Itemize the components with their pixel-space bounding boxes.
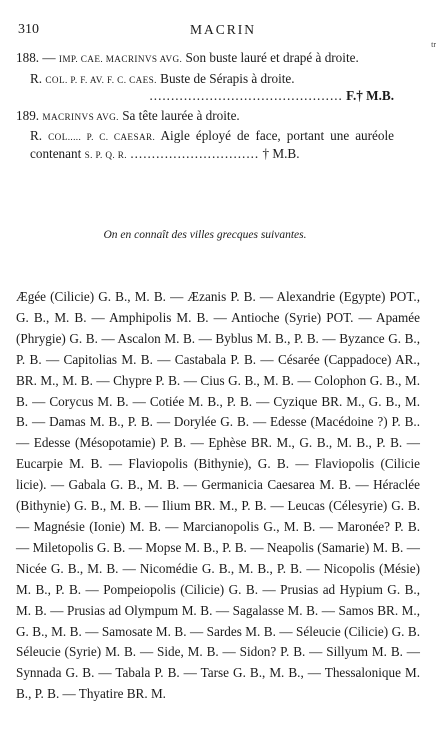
rarity-mark: † M.B. bbox=[262, 145, 300, 161]
obverse-description: Sa tête laurée à droite. bbox=[122, 107, 240, 123]
coin-entries bbox=[16, 50, 394, 167]
reverse-description: Buste de Sérapis à droite. bbox=[160, 70, 295, 86]
coin-188-obverse: 188. — IMP. CAE. MACRINVS AVG. Son buste lauré et drapé à droite. bbox=[16, 50, 359, 65]
page-number: 310 bbox=[18, 22, 39, 37]
rarity-mark: F.† M.B. bbox=[346, 88, 394, 104]
reverse-legend: COL. P. F. AV. F. C. CAES. bbox=[45, 74, 157, 85]
reverse-mark: R. bbox=[30, 128, 43, 144]
reverse-mark: R. bbox=[30, 70, 43, 86]
coin-number: 188. bbox=[16, 50, 40, 65]
coin-188-reverse: R. COL. P. F. AV. F. C. CAES. Buste de Sérapis à droite. ............................................. F.† M.B. bbox=[30, 70, 394, 104]
coin-189-reverse: R. COL..... P. C. CAESAR. Aigle éployé de face, portant une auréole contenant S. P. Q. R. .............................. † M.B. bbox=[30, 128, 395, 161]
section-note: On en connaît des villes grecques suivantes. bbox=[103, 229, 307, 241]
coin-189-obverse bbox=[16, 108, 394, 126]
reverse-legend: COL..... P. C. CAESAR. bbox=[48, 132, 156, 143]
page-header bbox=[18, 22, 436, 49]
cities-list bbox=[16, 287, 420, 705]
running-head: MACRIN bbox=[189, 22, 256, 37]
reverse-legend-2: S. P. Q. R. bbox=[84, 149, 128, 160]
obverse-legend: MACRINVS AVG. bbox=[42, 111, 119, 122]
reverse-description: Aigle éployé de face, portant une auréole contenant bbox=[30, 128, 395, 161]
margin-mark: tr bbox=[431, 40, 436, 49]
coin-number: 189. bbox=[16, 107, 40, 123]
cities-paragraph: Ægée (Cilicie) G. B., M. B. — Æzanis P. B. — Alexandrie (Egypte) POT., G. B., M. B. — Amphipolis M. B. — Antioche (Syrie) POT. — Apamée (Phrygie) G. B. — Ascalon M. B. — Byblus M. B., P. B. — Byzance G. B., P. B. — Capitolias M. B. — Castabala P. B. — Césarée (Cappadoce) AR., BR. M., M. B. — Chypre P. B. — Cius G. B., M. B. — Colophon G. B., M. B. — Corycus M. B. — Cotiée M. B., P. B. — Cyzique BR. M., G. B., M. B. — Damas M. B., P. B. — Dorylée G. B. — Edesse (Macédoine ?) P. B.. — Edesse (Mésopotamie) P. B. — Ephèse BR. M., G. B., M. B., P. B. — Eucarpie M. B. — Flaviopolis (Bithynie), G. B. — Flaviopolis (Cilicie licie). — Gabala G. B., M. B. — Germanicia Caesarea M. B. — Héraclée (Bithynie) G. B., M. B. — Ilium BR. M., P. B. — Leucas (Célesyrie) G. B. — Magnésie (Ionie) M. B. — Marcianopolis G., M. B. — Maronée? P. B. — Miletopolis G. B. — Mopse M. B., P. B. — Neapolis (Samarie) M. B. — Nicée G. B., M. B. — Nicomédie G. B., M. B., P. B. — Nicopolis (Mésie) M. B., P. B. — Pompeiopolis (Cilicie) G. B. — Prusias ad Hypium G. B., M. B. — Prusias ad Olympum M. B. — Sagalasse M. B. — Samos BR. M., G. B., M. B. — Samosate M. B. — Sardes M. B. — Séleucie (Cilicie) G. B. Séleucie (Syrie) M. B. — Side, M. B. — Sidon? P. B. — Sillyum M. B. — Synnada G. B. — Tabala P. B. — Tarse G. B., M. B., — Thessalonique M. B., P. B. — Thyatire BR. M. bbox=[16, 289, 420, 702]
obverse-description: Son buste lauré et drapé à droite. bbox=[185, 50, 359, 65]
obverse-legend: IMP. CAE. MACRINVS AVG. bbox=[58, 54, 183, 64]
